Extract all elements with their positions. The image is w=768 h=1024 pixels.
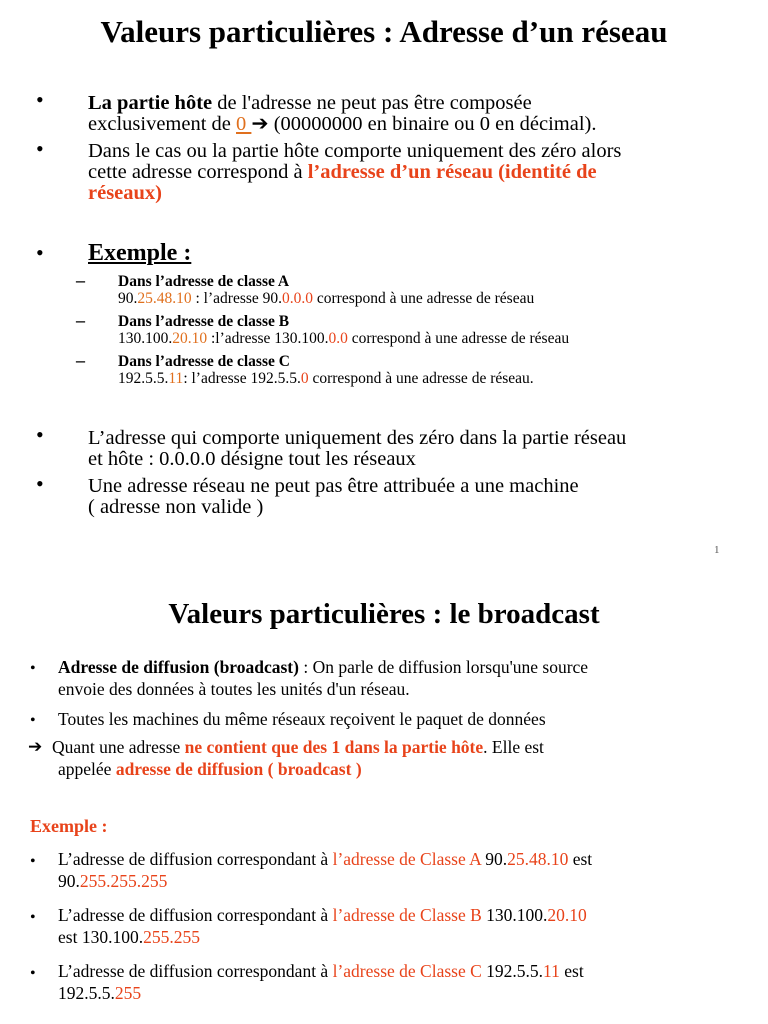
bullet-text — [88, 476, 748, 518]
page-number: 1 — [714, 544, 720, 556]
text: L’adresse qui comporte uniquement des zéro dans la partie réseau — [88, 427, 627, 449]
highlight-text: réseaux) — [88, 182, 163, 204]
bullet-text — [88, 93, 748, 135]
dash-marker: – — [76, 350, 85, 370]
broadcast-part: 255.255 — [143, 927, 200, 947]
text: envoie des données à toutes les unités d'un réseau. — [58, 679, 410, 699]
text: 130.100. — [481, 905, 548, 925]
text: 90. — [58, 871, 80, 891]
bullet-text — [58, 848, 734, 892]
bullet-dot: • — [30, 965, 36, 982]
arrow-icon: ➔ — [28, 737, 43, 756]
bullet-dot: • — [30, 660, 36, 677]
text: :l’adresse 130.100. — [207, 330, 329, 347]
arrow-icon: ➔ — [251, 113, 274, 135]
text: 192.5.5. — [118, 370, 169, 387]
dash-marker: – — [76, 310, 85, 330]
example-head: Dans l’adresse de classe A — [118, 273, 290, 290]
text: 192.5.5. — [481, 961, 544, 981]
bullet-dot: • — [30, 909, 36, 926]
class-label: l’adresse de Classe B — [332, 905, 482, 925]
text: et hôte : 0.0.0.0 désigne tout les réseaux — [88, 448, 416, 470]
host-part: 25.48.10 — [137, 290, 192, 307]
zero-part: 0 — [300, 370, 309, 387]
slide2-title: Valeurs particulières : le broadcast — [168, 598, 600, 630]
text: correspond à une adresse de réseau — [347, 330, 570, 347]
bullet-dot: • — [36, 471, 44, 496]
bullet-dot: • — [36, 136, 44, 161]
example-head: Dans l’adresse de classe C — [118, 353, 290, 370]
bullet-text — [88, 141, 748, 204]
text: est — [568, 849, 593, 869]
class-label: l’adresse de Classe A — [332, 849, 481, 869]
text: exclusivement de — [88, 113, 237, 135]
example-text — [118, 273, 534, 307]
highlight-text: ne contient que des 1 dans la partie hôte — [184, 737, 484, 757]
text: 130.100. — [118, 330, 173, 347]
zero-value: 0 — [236, 113, 252, 135]
bullet-text: Toutes les machines du même réseaux reçoivent le paquet de données — [58, 709, 546, 729]
text: de l'adresse ne peut pas être composée — [212, 92, 532, 114]
class-label: l’adresse de Classe C — [332, 961, 482, 981]
text: ( adresse non valide ) — [88, 496, 264, 518]
zero-part: 0.0.0 — [282, 290, 314, 307]
text: Dans le cas ou la partie hôte comporte uniquement des zéro alors — [88, 140, 622, 162]
host-part: 25.48.10 — [507, 849, 569, 869]
bullet-dot: • — [36, 87, 44, 112]
text: : l’adresse 192.5.5. — [183, 370, 301, 387]
text: Une adresse réseau ne peut pas être attribuée a une machine — [88, 475, 579, 497]
host-part: 11 — [543, 961, 560, 981]
bullet-text — [52, 736, 734, 780]
broadcast-part: 255.255.255 — [79, 871, 168, 891]
text: 90. — [480, 849, 508, 869]
text: 192.5.5. — [58, 983, 115, 1003]
zero-part: 0.0 — [328, 330, 348, 347]
text: correspond à une adresse de réseau. — [308, 370, 534, 387]
text: Quant une adresse — [52, 737, 185, 757]
example-text — [118, 353, 534, 387]
text: : l’adresse 90. — [191, 290, 283, 307]
text: L’adresse de diffusion correspondant à — [58, 961, 333, 981]
example-heading: Exemple : — [30, 816, 108, 836]
text: (00000000 en binaire ou 0 en décimal). — [273, 113, 597, 135]
host-part: 20.10 — [172, 330, 208, 347]
bullet-text — [88, 428, 748, 470]
text: L’adresse de diffusion correspondant à — [58, 849, 333, 869]
bullet-dot: • — [36, 240, 44, 265]
example-heading: Exemple : — [88, 240, 192, 266]
line — [52, 736, 734, 758]
host-part: 20.10 — [547, 905, 587, 925]
text: L’adresse de diffusion correspondant à — [58, 905, 333, 925]
text-group — [52, 736, 544, 758]
example-head: Dans l’adresse de classe B — [118, 313, 290, 330]
text: correspond à une adresse de réseau — [313, 290, 535, 307]
text: est 130.100. — [58, 927, 144, 947]
bold-term: Adresse de diffusion (broadcast) — [58, 657, 299, 677]
bullet-dot: • — [30, 712, 36, 729]
line — [52, 758, 734, 780]
bullet-dot: • — [30, 853, 36, 870]
bold-term: La partie hôte — [88, 92, 213, 114]
bullet-text — [58, 960, 734, 1004]
text: cette adresse correspond à — [88, 161, 308, 183]
bullet-text — [58, 904, 734, 948]
host-part: 11 — [168, 370, 184, 387]
highlight-text: l’adresse d’un réseau (identité de — [307, 161, 597, 183]
text: : On parle de diffusion lorsqu'une source — [298, 657, 589, 677]
bullet-dot: • — [36, 422, 44, 447]
bullet-text — [58, 656, 734, 700]
text: 90. — [118, 290, 138, 307]
text: est — [559, 961, 584, 981]
text: . Elle est — [483, 737, 544, 757]
broadcast-part: 255 — [114, 983, 142, 1003]
dash-marker: – — [76, 270, 85, 290]
highlight-text: adresse de diffusion ( broadcast ) — [115, 759, 362, 779]
text: appelée — [58, 759, 116, 779]
example-text — [118, 313, 569, 347]
slide1-title: Valeurs particulières : Adresse d’un réseau — [100, 14, 668, 49]
